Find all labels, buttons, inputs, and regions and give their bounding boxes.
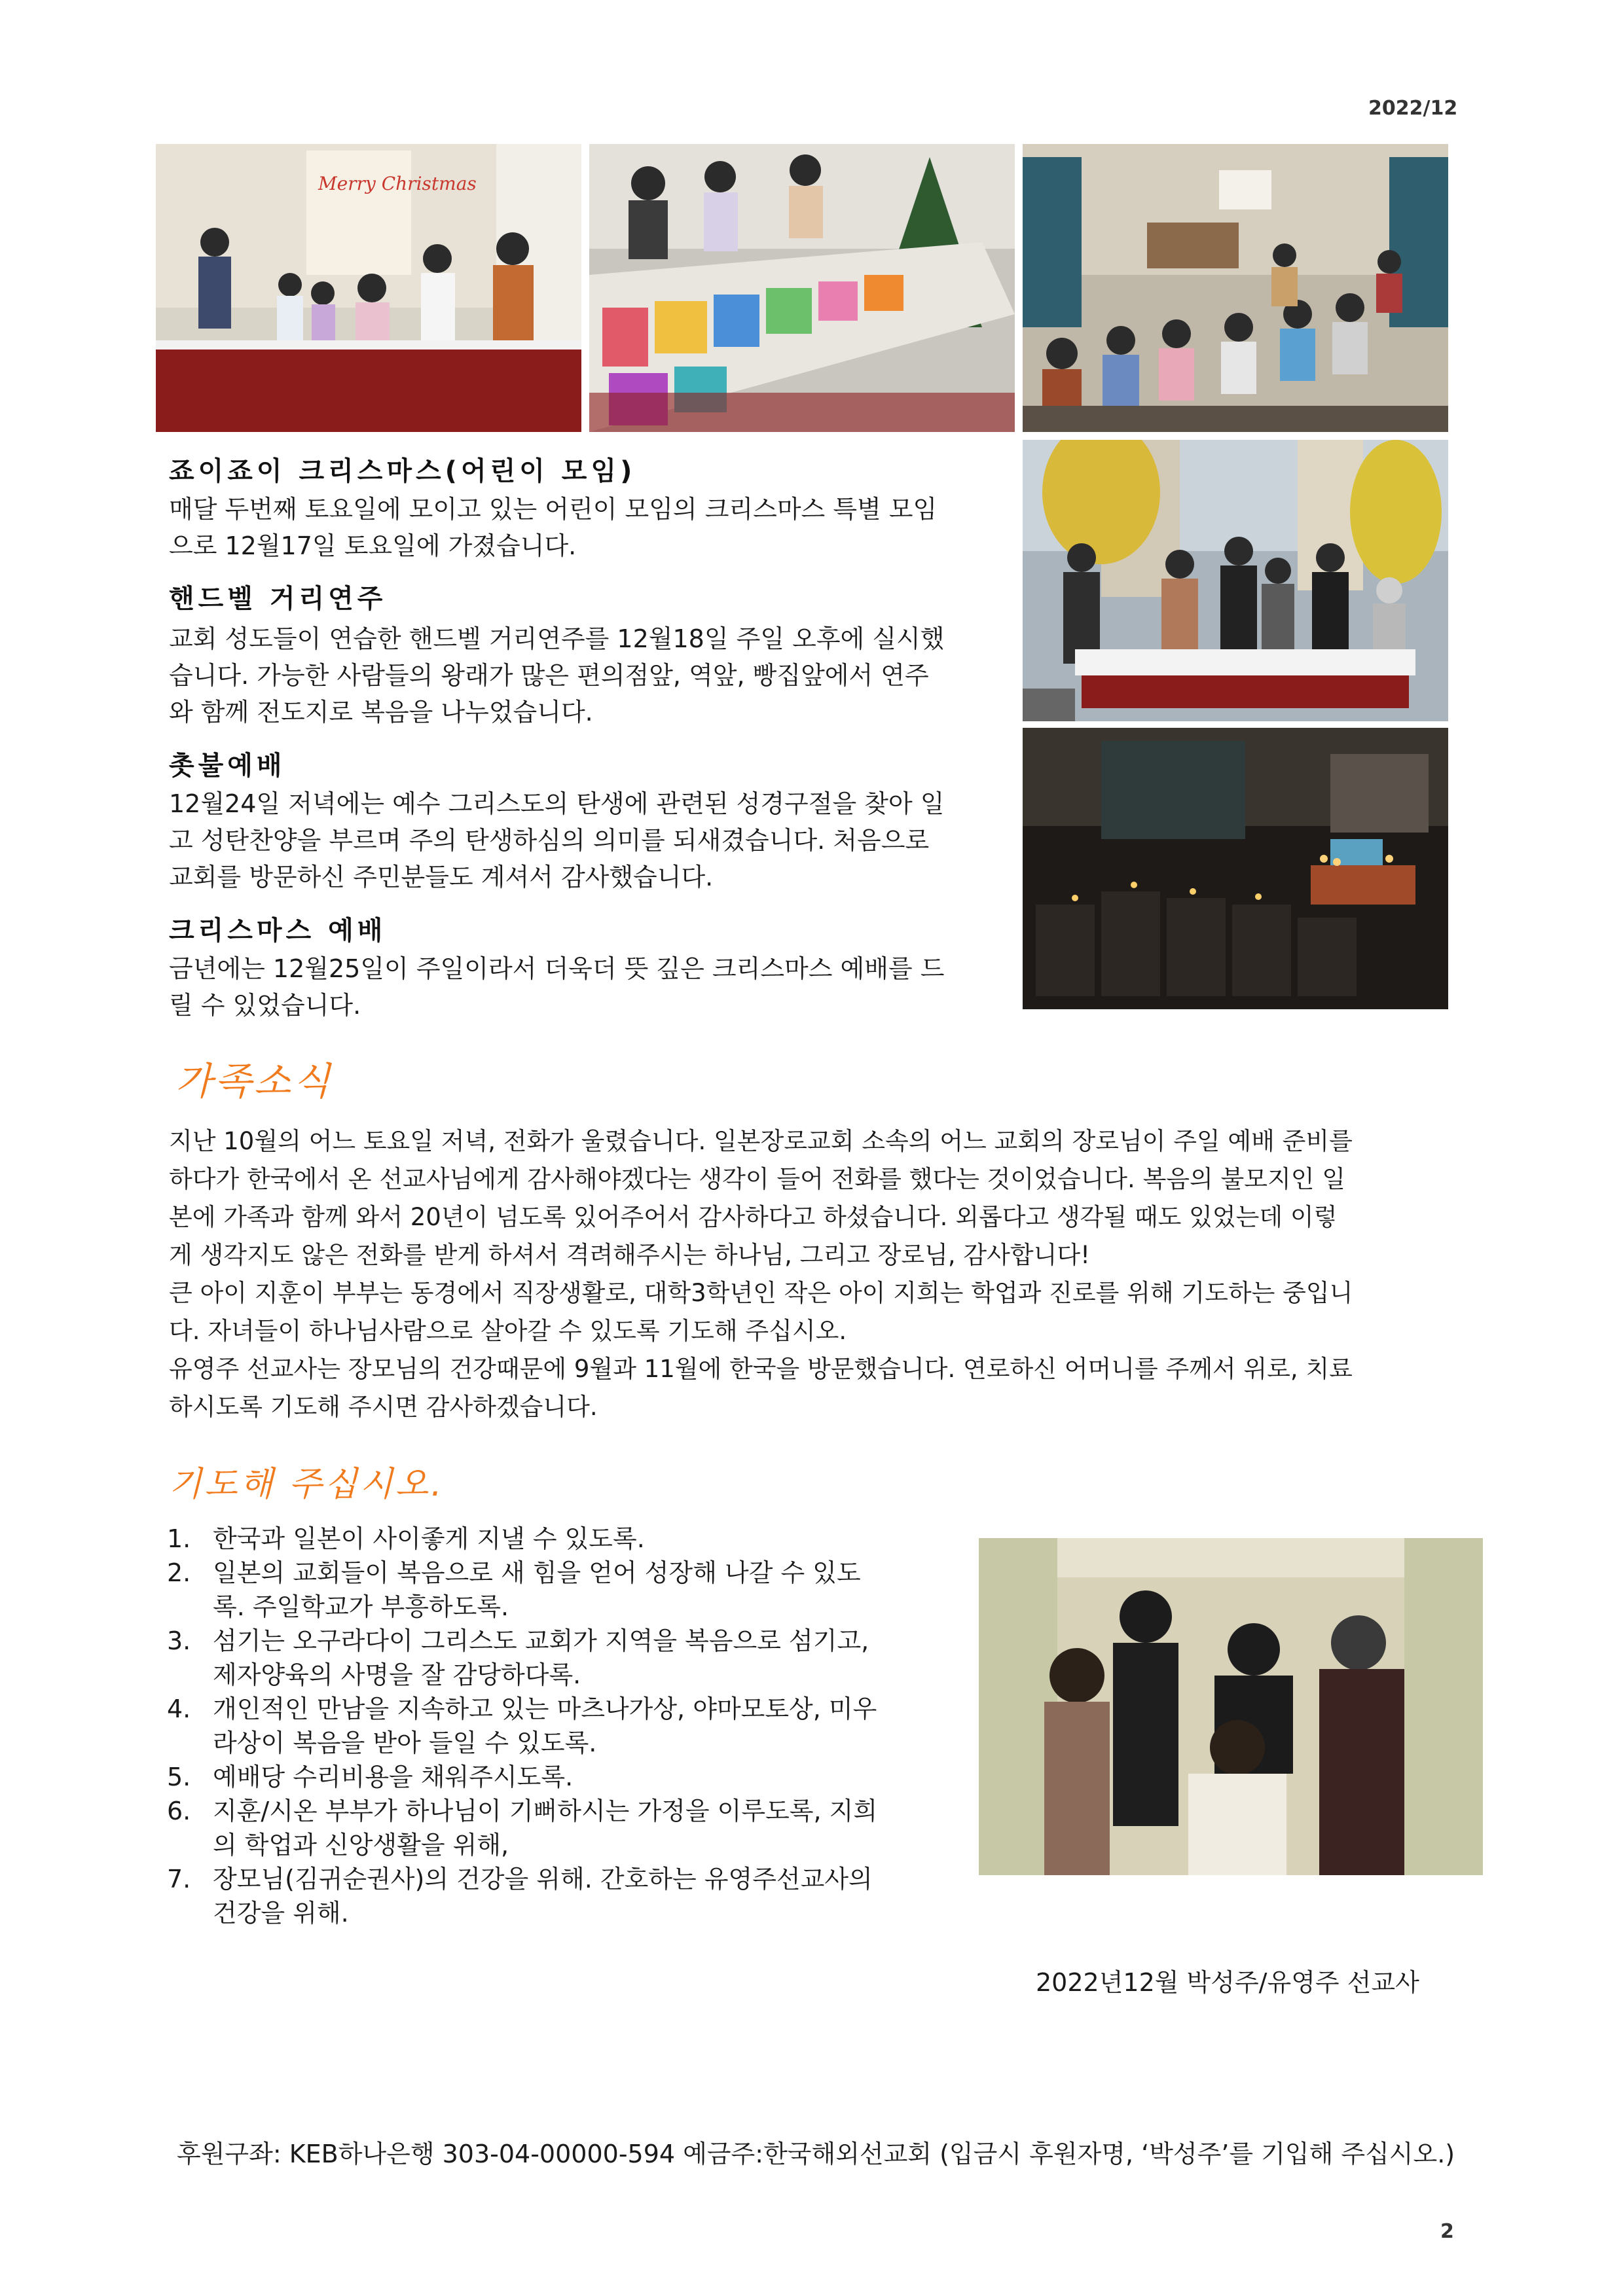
prayer-item-line: 제자양육의 사명을 잘 감당하다록. xyxy=(213,1660,581,1689)
donation-account-footer: 후원구좌: KEB하나은행 303-04-00000-594 예금주:한국해외선교회 (입금시 후원자명, ‘박성주’를 기입해 주십시오.) xyxy=(177,2140,1455,2168)
prayer-item-number: 3. xyxy=(167,1626,191,1655)
prayer-item-line: 일본의 교회들이 복음으로 새 힘을 얻어 성장해 나갈 수 있도 xyxy=(213,1558,861,1587)
prayer-item-number: 7. xyxy=(167,1865,191,1893)
section-body xyxy=(169,491,937,564)
section-line: 릴 수 있었습니다. xyxy=(169,991,361,1020)
section-line: 와 함께 전도지로 복음을 나누었습니다. xyxy=(169,698,593,726)
prayer-item-line: 지훈/시온 부부가 하나님이 기뻐하시는 가정을 이루도록, 지희 xyxy=(213,1797,878,1825)
candlelight-service-photo xyxy=(1023,728,1448,1009)
section-title: 죠이죠이 크리스마스(어린이 모임) xyxy=(169,456,636,486)
section-line: 교회를 방문하신 주민분들도 계셔서 감사했습니다. xyxy=(169,863,714,891)
prayer-item-line: 예배당 수리비용을 채워주시도록. xyxy=(213,1763,574,1791)
family-news-line: 하시도록 기도해 주시면 감사하겠습니다. xyxy=(169,1393,598,1421)
prayer-item-line: 개인적인 만남을 지속하고 있는 마츠나가상, 야마모토상, 미우 xyxy=(213,1695,877,1723)
children-gathering-photo xyxy=(1023,144,1448,432)
family-news-line: 하다가 한국에서 온 선교사님에게 감사해야겠다는 생각이 들어 전화를 했다는 것이었습니다. 복음의 불모지인 일 xyxy=(169,1165,1346,1193)
section-body xyxy=(169,950,944,1024)
section-line: 습니다. 가능한 사람들의 왕래가 많은 편의점앞, 역앞, 빵집앞에서 연주 xyxy=(169,661,929,690)
family-news-line: 본에 가족과 함께 와서 20년이 넘도록 있어주어서 감사하다고 하셨습니다. 외롭다고 생각될 때도 있었는데 이렇 xyxy=(169,1203,1338,1231)
section-body xyxy=(169,785,944,895)
section-line: 12월24일 저녁에는 예수 그리스도의 탄생에 관련된 성경구절을 찾아 일 xyxy=(169,789,945,818)
prayer-item-line: 건강을 위해. xyxy=(213,1899,349,1928)
street-handbell-photo xyxy=(1023,440,1448,721)
section-title: 촛불예배 xyxy=(169,751,286,781)
sign-text: Merry Christmas xyxy=(318,173,477,194)
issue-date: 2022/12 xyxy=(1368,97,1458,120)
prayer-item xyxy=(167,1692,926,1760)
kids-christmas-bell-photo xyxy=(156,144,581,432)
prayer-item xyxy=(167,1794,926,1862)
photo-caption: 2022년12월 박성주/유영주 선교사 xyxy=(1036,1968,1419,1997)
family-news-title: 가족소식 xyxy=(175,1059,333,1103)
section-line: 금년에는 12월25일이 주일이라서 더욱더 뜻 깊은 크리스마스 예배를 드 xyxy=(169,954,945,983)
prayer-item-line: 장모님(김귀순권사)의 건강을 위해. 간호하는 유영주선교사의 xyxy=(213,1865,873,1893)
section-title: 크리스마스 예배 xyxy=(169,916,387,946)
prayer-item-line: 록. 주일학교가 부흥하도록. xyxy=(213,1592,509,1621)
prayer-item-line: 한국과 일본이 사이좋게 지낼 수 있도록. xyxy=(213,1524,645,1553)
prayer-item xyxy=(167,1522,926,1556)
family-news-line: 다. 자녀들이 하나님사람으로 살아갈 수 있도록 기도해 주십시오. xyxy=(169,1317,847,1345)
family-news-line: 큰 아이 지훈이 부부는 동경에서 직장생활로, 대학3학년인 작은 아이 지희는 학업과 진로를 위해 기도하는 중입니 xyxy=(169,1279,1353,1307)
prayer-item-number: 5. xyxy=(167,1763,191,1791)
prayer-item-line: 의 학업과 신앙생활을 위해, xyxy=(213,1831,509,1859)
section-title: 핸드벨 거리연주 xyxy=(169,584,387,614)
prayer-item xyxy=(167,1624,926,1692)
section-line: 으로 12월17일 토요일에 가졌습니다. xyxy=(169,531,577,560)
family-news-line: 게 생각지도 않은 전화를 받게 하셔서 격려해주시는 하나님, 그리고 장로님, 감사합니다! xyxy=(169,1241,1090,1269)
prayer-item-line: 라상이 복음을 받아 들일 수 있도록. xyxy=(213,1729,597,1757)
gift-table-photo xyxy=(589,144,1015,432)
prayer-item-line: 섬기는 오구라다이 그리스도 교회가 지역을 복음으로 섬기고, xyxy=(213,1626,869,1655)
family-portrait-photo xyxy=(979,1538,1483,1875)
section-line: 교회 성도들이 연습한 핸드벨 거리연주를 12월18일 주일 오후에 실시했 xyxy=(169,624,945,653)
page-number: 2 xyxy=(1440,2220,1454,2243)
prayer-item-number: 6. xyxy=(167,1797,191,1825)
prayer-title: 기도해 주십시오. xyxy=(169,1465,445,1504)
family-news-line: 유영주 선교사는 장모님의 건강때문에 9월과 11월에 한국을 방문했습니다. 연로하신 어머니를 주께서 위로, 치료 xyxy=(169,1355,1353,1383)
prayer-item-number: 2. xyxy=(167,1558,191,1587)
prayer-item xyxy=(167,1862,926,1930)
prayer-item-number: 1. xyxy=(167,1524,191,1553)
prayer-list xyxy=(167,1522,926,1930)
section-line: 고 성탄찬양을 부르며 주의 탄생하심의 의미를 되새겼습니다. 처음으로 xyxy=(169,826,930,855)
family-news-body xyxy=(169,1122,1353,1426)
section-line: 매달 두번째 토요일에 모이고 있는 어린이 모임의 크리스마스 특별 모임 xyxy=(169,495,938,524)
family-news-line: 지난 10월의 어느 토요일 저녁, 전화가 울렸습니다. 일본장로교회 소속의 어느 교회의 장로님이 주일 예배 준비를 xyxy=(169,1127,1353,1155)
prayer-item xyxy=(167,1556,926,1624)
section-body xyxy=(169,620,944,730)
prayer-item xyxy=(167,1760,926,1794)
prayer-item-number: 4. xyxy=(167,1695,191,1723)
